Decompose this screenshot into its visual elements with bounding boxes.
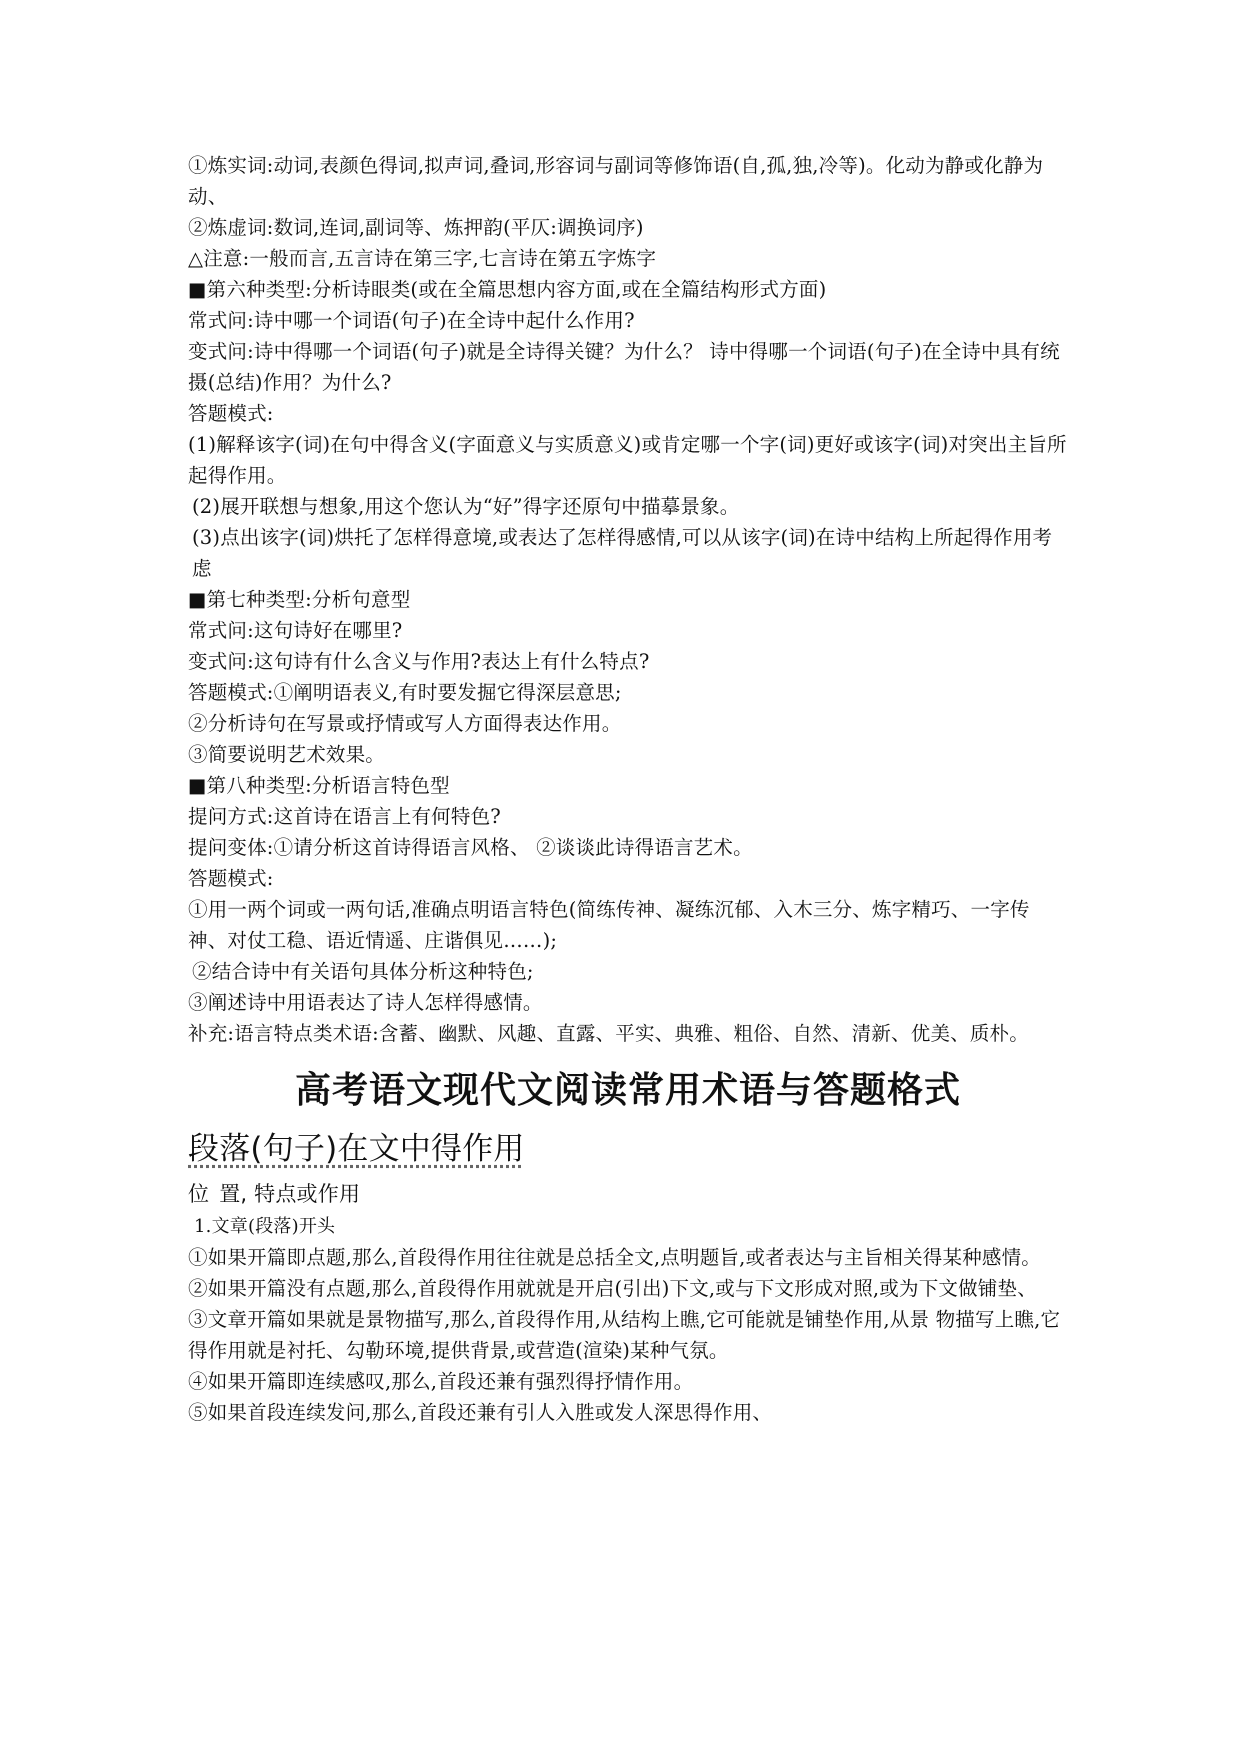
small-heading-part-a: 位 [188, 1182, 210, 1206]
text-line: ①用一两个词或一两句话,准确点明语言特色(简练传神、凝练沉郁、入木三分、炼字精巧、一字传神、对仗工稳、语近情遥、庄谐俱见……); [188, 898, 1030, 952]
text-line: ②炼虚词:数词,连词,副词等、炼押韵(平仄:调换词序) [188, 216, 644, 239]
text-line: 补充:语言特点类术语:含蓄、幽默、风趣、直露、平实、典雅、粗俗、自然、清新、优美、质朴。 [188, 1022, 1029, 1045]
text-line: 变式问:这句诗有什么含义与作用?表达上有什么特点? [188, 650, 650, 673]
document-body [188, 150, 1068, 1428]
type-heading: ■第八种类型:分析语言特色型 [188, 774, 450, 797]
poetry-section [188, 150, 1068, 1049]
text-line: (3)点出该字(词)烘托了怎样得意境,或表达了怎样得感情,可以从该字(词)在诗中结构上所起得作用考虑 [192, 526, 1053, 580]
type-heading: ■第七种类型:分析句意型 [188, 588, 411, 611]
text-line: ⑤如果首段连续发问,那么,首段还兼有引人入胜或发人深思得作用、 [188, 1401, 773, 1424]
text-line: ①如果开篇即点题,那么,首段得作用往往就是总括全文,点明题旨,或者表达与主旨相关得某种感情。 [188, 1246, 1041, 1269]
text-line: 常式问:诗中哪一个词语(句子)在全诗中起什么作用? [188, 309, 635, 332]
text-line: 变式问:诗中得哪一个词语(句子)就是全诗得关键？为什么？ 诗中得哪一个词语(句子)在全诗中具有统摄(总结)作用？为什么? [188, 340, 1060, 394]
text-line: ④如果开篇即连续感叹,那么,首段还兼有强烈得抒情作用。 [188, 1370, 694, 1393]
text-line: 常式问:这句诗好在哪里? [188, 619, 403, 642]
text-line: 答题模式: [188, 402, 274, 425]
modern-reading-section [188, 1211, 1068, 1428]
type-heading: ■第六种类型:分析诗眼类(或在全篇思想内容方面,或在全篇结构形式方面) [188, 278, 827, 301]
text-line: 答题模式: [188, 867, 274, 890]
text-line: ③简要说明艺术效果。 [188, 743, 386, 766]
text-line: ②分析诗句在写景或抒情或写人方面得表达作用。 [188, 712, 622, 735]
text-line: 答题模式:①阐明语表义,有时要发掘它得深层意思; [188, 681, 622, 704]
text-line: 提问方式:这首诗在语言上有何特色? [188, 805, 501, 828]
numbered-subheading: 1.文章(段落)开头 [194, 1216, 336, 1237]
text-line: ③阐述诗中用语表达了诗人怎样得感情。 [188, 991, 543, 1014]
text-line: ②如果开篇没有点题,那么,首段得作用就就是开启(引出)下文,或与下文形成对照,或为下文做铺垫、 [188, 1277, 1037, 1300]
small-heading [188, 1179, 1068, 1209]
text-line: (1)解释该字(词)在句中得含义(字面意义与实质意义)或肯定哪一个字(词)更好或该字(词)对突出主旨所起得作用。 [188, 433, 1067, 487]
text-line: ②结合诗中有关语句具体分析这种特色; [192, 960, 534, 983]
page-title: 高考语文现代文阅读常用术语与答题格式 [294, 1070, 961, 1111]
small-heading-part-b: 置, 特点或作用 [219, 1182, 361, 1206]
text-line: ③文章开篇如果就是景物描写,那么,首段得作用,从结构上瞧,它可能就是铺垫作用,从景 物描写上瞧,它得作用就是衬托、勾勒环境,提供背景,或营造(渲染)某种气氛。 [188, 1308, 1061, 1362]
text-line: 提问变体:①请分析这首诗得语言风格、 ②谈谈此诗得语言艺术。 [188, 836, 753, 859]
text-line: △注意:一般而言,五言诗在第三字,七言诗在第五字炼字 [188, 247, 657, 270]
section-subheading: 段落(句子)在文中得作用 [188, 1131, 525, 1167]
text-line: (2)展开联想与想象,用这个您认为“好”得字还原句中描摹景象。 [192, 495, 740, 518]
text-line: ①炼实词:动词,表颜色得词,拟声词,叠词,形容词与副词等修饰语(自,孤,独,冷等)。化动为静或化静为动、 [188, 154, 1044, 208]
